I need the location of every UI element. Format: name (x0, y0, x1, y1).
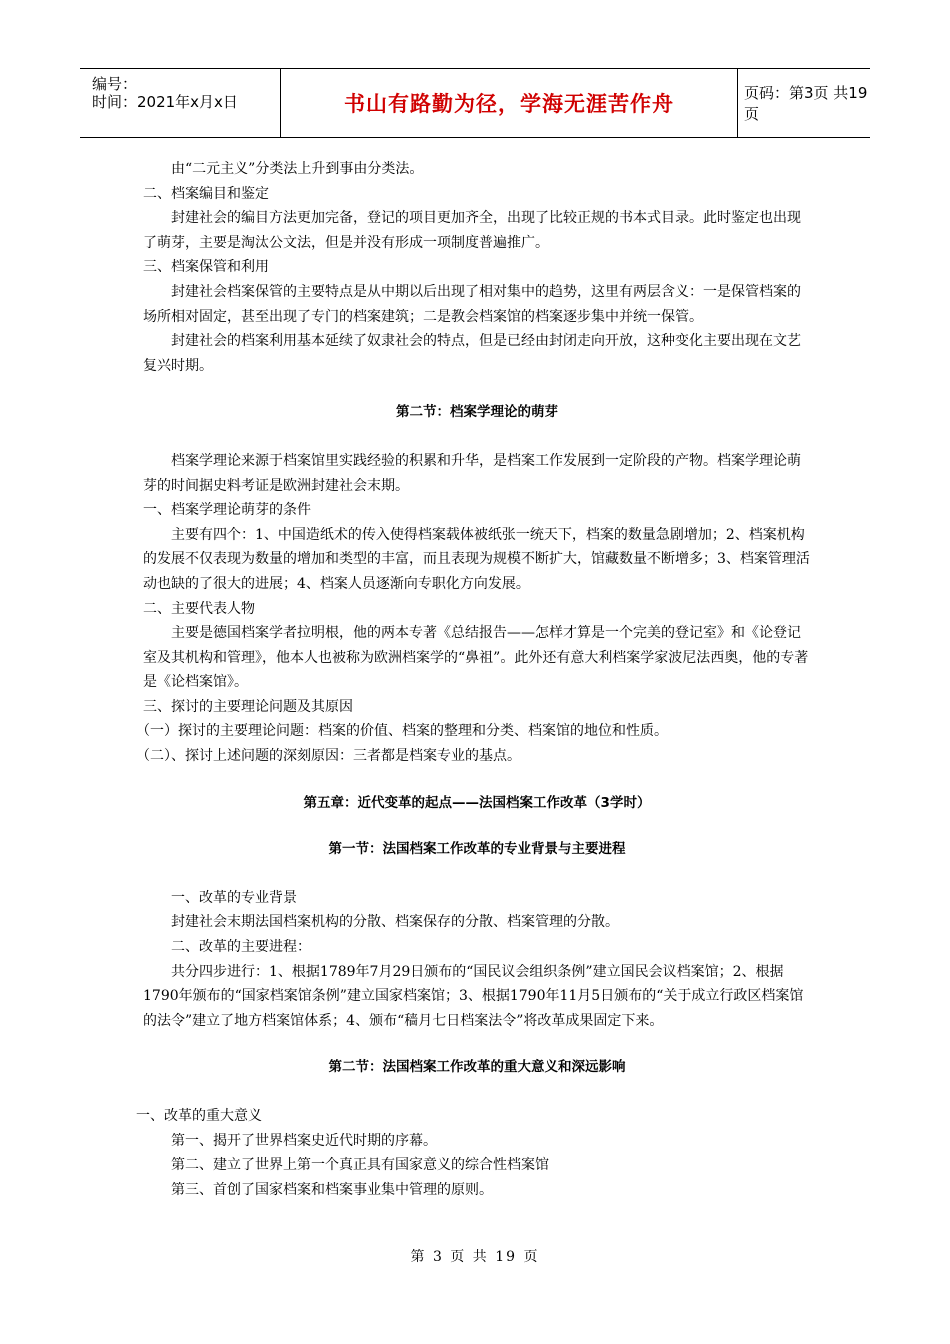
header-motto: 书山有路勤为径，学海无涯苦作舟 (344, 92, 674, 116)
page-footer: 第 3 页 共 19 页 (410, 1249, 540, 1265)
paragraph: （二）、探讨上述问题的深刻原因：三者都是档案专业的基点。 (136, 748, 521, 765)
paragraph: 第一、揭开了世界档案史近代时期的序幕。 (171, 1132, 437, 1149)
paragraph: 封建社会末期法国档案机构的分散、档案保存的分散、档案管理的分散。 (171, 914, 619, 931)
header-page-code: 页码：第3页 共19页 (744, 84, 868, 123)
paragraph: 由“二元主义”分类法上升到事由分类法。 (171, 161, 424, 177)
section-subheading: 二、改革的主要进程： (171, 939, 311, 956)
paragraph: 共分四步进行：1、根据1789年7月29日颁布的“国民议会组织条例”建立国民会议档案馆；2、根据1790年颁布的“国家档案馆条例”建立国家档案馆；3、根据1790年11月5日颁布的“关于成立行政区档案馆的法令”建立了地方档案馆体系；4、颁布“穑月七日档案法令”将改革成果固定下来。 (143, 963, 804, 1029)
paragraph: 主要有四个：1、中国造纸术的传入使得档案载体被纸张一统天下，档案的数量急剧增加；2、档案机构的发展不仅表现为数量的增加和类型的丰富，而且表现为规模不断扩大，馆藏数量不断增多；3、档案管理活动也缺的了很大的进展；4、档案人员逐渐向专职化方向发展。 (143, 526, 810, 592)
paragraph: 档案学理论来源于档案馆里实践经验的积累和升华，是档案工作发展到一定阶段的产物。档案学理论萌芽的时间据史料考证是欧洲封建社会末期。 (143, 452, 801, 494)
paragraph: 第二、建立了世界上第一个真正具有国家意义的综合性档案馆 (171, 1157, 549, 1174)
paragraph: 封建社会档案保管的主要特点是从中期以后出现了相对集中的趋势，这里有两层含义：一是保管档案的场所相对固定，甚至出现了专门的档案建筑；二是教会档案馆的档案逐步集中并统一保管。 (143, 283, 801, 325)
document-header (80, 68, 870, 138)
section-subheading: 一、改革的专业背景 (171, 889, 297, 906)
section-heading: 第二节：档案学理论的萌芽 (396, 404, 558, 421)
section-heading: 第二节：法国档案工作改革的重大意义和深远影响 (328, 1059, 626, 1076)
paragraph: 主要是德国档案学者拉明根，他的两本专著《总结报告——怎样才算是一个完美的登记室》和《论登记室及其机构和管理》，他本人也被称为欧洲档案学的“鼻祖”。此外还有意大利档案学家波尼法西奥，他的专著是《论档案馆》。 (143, 625, 809, 691)
document-number-label: 编号： (92, 75, 138, 93)
document-time-label: 时间：2021年x月x日 (92, 93, 238, 111)
section-subheading: 三、档案保管和利用 (143, 259, 269, 276)
chapter-heading: 第五章：近代变革的起点——法国档案工作改革（3学时） (303, 794, 651, 811)
section-subheading: 一、档案学理论萌芽的条件 (143, 502, 311, 519)
section-subheading: 二、档案编目和鉴定 (143, 185, 269, 202)
document-body (136, 157, 811, 1202)
header-motto-cell (280, 69, 738, 137)
section-heading: 第一节：法国档案工作改革的专业背景与主要进程 (328, 841, 626, 858)
section-subheading: 三、探讨的主要理论问题及其原因 (143, 698, 353, 715)
header-info-cell (80, 69, 280, 137)
paragraph: 第三、首创了国家档案和档案事业集中管理的原则。 (171, 1181, 493, 1198)
section-subheading: 一、改革的重大意义 (136, 1108, 262, 1124)
section-subheading: 二、主要代表人物 (143, 600, 255, 617)
header-page-cell (736, 69, 870, 137)
paragraph: 封建社会的编目方法更加完备，登记的项目更加齐全，出现了比较正规的书本式目录。此时鉴定也出现了萌芽，主要是淘汰公文法，但是并没有形成一项制度普遍推广。 (143, 210, 801, 251)
paragraph: 封建社会的档案利用基本延续了奴隶社会的特点，但是已经由封闭走向开放，这种变化主要出现在文艺复兴时期。 (143, 333, 801, 374)
paragraph: （一）探讨的主要理论问题：档案的价值、档案的整理和分类、档案馆的地位和性质。 (136, 723, 668, 740)
